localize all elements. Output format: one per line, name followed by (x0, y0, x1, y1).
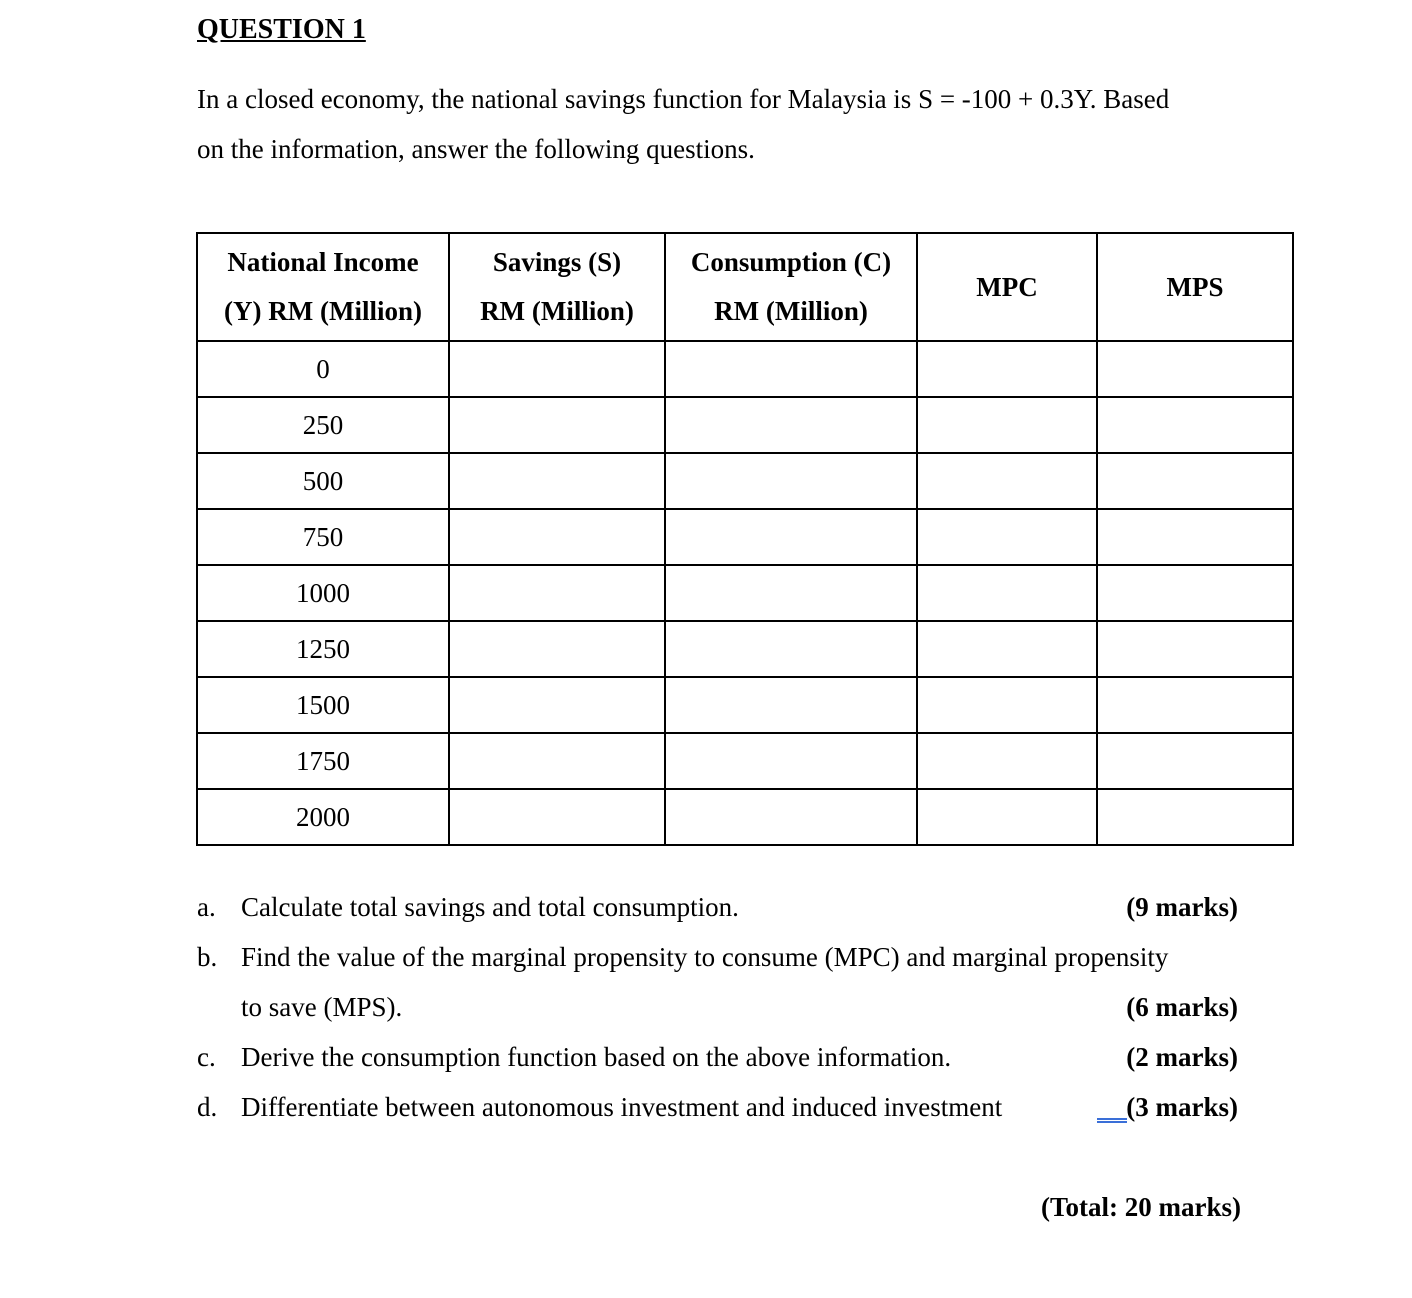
table-row (197, 341, 1293, 397)
column-header (665, 233, 917, 341)
intro-line-2: on the information, answer the following questions. (197, 134, 755, 164)
question-d-label: d. (197, 1092, 218, 1122)
income-cell: 1000 (197, 565, 449, 621)
empty-answer-cell (1097, 621, 1293, 677)
empty-answer-cell (917, 621, 1097, 677)
question-b-label: b. (197, 942, 218, 972)
total-marks: (Total: 20 marks) (1041, 1192, 1241, 1222)
table-row (197, 789, 1293, 845)
table-row (197, 397, 1293, 453)
empty-answer-cell (917, 677, 1097, 733)
income-cell: 2000 (197, 789, 449, 845)
question-b-text: Find the value of the marginal propensity to consume (MPC) and marginal propensity (241, 942, 1169, 972)
column-header-line: MPS (1166, 271, 1224, 302)
empty-answer-cell (1097, 565, 1293, 621)
income-cell: 1500 (197, 677, 449, 733)
empty-answer-cell (449, 453, 665, 509)
empty-answer-cell (1097, 677, 1293, 733)
income-cell: 750 (197, 509, 449, 565)
empty-answer-cell (449, 621, 665, 677)
income-cell: 250 (197, 397, 449, 453)
empty-answer-cell (665, 789, 917, 845)
empty-answer-cell (449, 565, 665, 621)
empty-answer-cell (449, 341, 665, 397)
empty-answer-cell (1097, 341, 1293, 397)
empty-answer-cell (917, 397, 1097, 453)
income-table (196, 232, 1294, 846)
empty-answer-cell (449, 733, 665, 789)
empty-answer-cell (917, 509, 1097, 565)
table-row (197, 621, 1293, 677)
column-header (917, 233, 1097, 341)
empty-answer-cell (1097, 789, 1293, 845)
empty-answer-cell (917, 341, 1097, 397)
income-cell: 1750 (197, 733, 449, 789)
empty-answer-cell (665, 341, 917, 397)
table-row (197, 677, 1293, 733)
question-c-marks: (2 marks) (1126, 1042, 1238, 1072)
table-row (197, 565, 1293, 621)
empty-answer-cell (1097, 453, 1293, 509)
column-header-line: Savings (S) (492, 247, 622, 277)
column-header (449, 233, 665, 341)
empty-answer-cell (665, 621, 917, 677)
empty-answer-cell (665, 509, 917, 565)
empty-answer-cell (449, 789, 665, 845)
empty-answer-cell (917, 733, 1097, 789)
column-header-line: MPC (976, 271, 1038, 302)
empty-answer-cell (665, 453, 917, 509)
empty-answer-cell (449, 677, 665, 733)
empty-answer-cell (665, 565, 917, 621)
question-title: QUESTION 1 (197, 14, 366, 45)
question-a-marks: (9 marks) (1126, 892, 1238, 922)
income-cell: 1250 (197, 621, 449, 677)
table-row (197, 509, 1293, 565)
empty-answer-cell (1097, 397, 1293, 453)
question-a-label: a. (197, 892, 216, 922)
empty-answer-cell (665, 677, 917, 733)
question-a-text: Calculate total savings and total consumption. (241, 892, 739, 922)
question-c-label: c. (197, 1042, 216, 1072)
column-header-line: RM (Million) (714, 296, 868, 326)
question-b-marks: (6 marks) (1126, 992, 1238, 1022)
question-c-text: Derive the consumption function based on the above information. (241, 1042, 952, 1072)
empty-answer-cell (665, 733, 917, 789)
empty-answer-cell (449, 397, 665, 453)
column-header (1097, 233, 1293, 341)
income-cell: 0 (197, 341, 449, 397)
question-d-text: Differentiate between autonomous investment and induced investment (241, 1092, 1003, 1122)
intro-line-1: In a closed economy, the national savings function for Malaysia is S = -100 + 0.3Y. Based (197, 84, 1170, 114)
empty-answer-cell (917, 789, 1097, 845)
empty-answer-cell (917, 453, 1097, 509)
table-row (197, 733, 1293, 789)
column-header-line: National Income (227, 247, 419, 277)
column-header (197, 233, 449, 341)
empty-answer-cell (1097, 509, 1293, 565)
income-cell: 500 (197, 453, 449, 509)
column-header-line: Consumption (C) (690, 247, 892, 277)
tracked-change-underline (1097, 1118, 1127, 1123)
table-row (197, 453, 1293, 509)
empty-answer-cell (1097, 733, 1293, 789)
empty-answer-cell (449, 509, 665, 565)
column-header-line: RM (Million) (480, 296, 634, 326)
question-b-text-2: to save (MPS). (241, 992, 403, 1022)
column-header-line: (Y) RM (Million) (224, 296, 422, 326)
question-d-marks: (3 marks) (1126, 1092, 1238, 1122)
empty-answer-cell (665, 397, 917, 453)
empty-answer-cell (917, 565, 1097, 621)
